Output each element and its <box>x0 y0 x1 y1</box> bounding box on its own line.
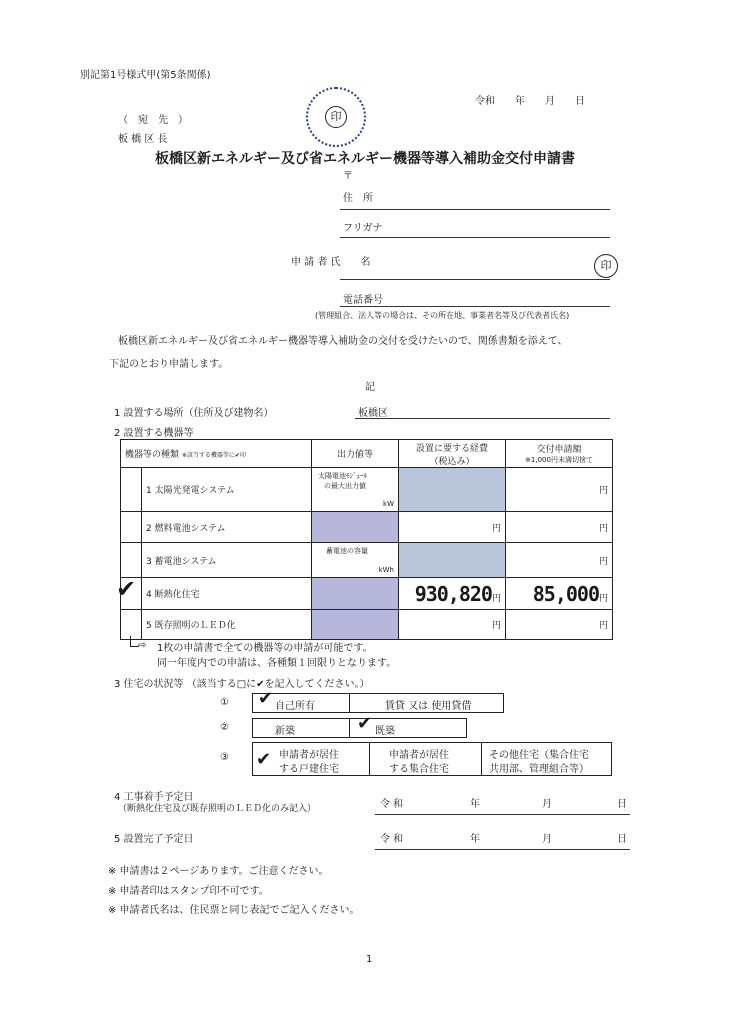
body-line-1: 板橋区新エネルギー及び省エネルギー機器等導入補助金の交付を受けたいので、関係書類を添えて、 <box>118 336 568 347</box>
header-cost <box>399 440 506 468</box>
phone-label: 電話番号 <box>343 295 383 306</box>
table-row <box>121 610 613 640</box>
output-cell[interactable] <box>312 543 399 578</box>
table-row <box>121 468 613 512</box>
furigana-label: フリガナ <box>343 223 383 234</box>
output-cell <box>312 512 399 543</box>
header-grant <box>506 440 613 468</box>
status-row-3 <box>252 742 612 776</box>
section5-label: 5 設置完了予定日 <box>114 834 194 845</box>
status-num-3: ③ <box>220 752 229 763</box>
grant-cell[interactable] <box>506 610 613 640</box>
header-cost-text: 設置に要する経費 <box>415 443 488 454</box>
seal-mark: 印 <box>325 106 347 128</box>
cost-cell[interactable] <box>399 512 506 543</box>
check-mark-icon: ✔ <box>256 749 272 770</box>
equipment-name: 4 断熱化住宅 <box>142 578 312 610</box>
header-cost-sub: （税込み） <box>429 456 475 467</box>
equipment-name: 2 燃料電池システム <box>142 512 312 543</box>
detached-label-2: する戸建住宅 <box>279 764 339 775</box>
postal-mark: 〒 <box>343 171 353 182</box>
table-note-2: 同一年度内での申請は、各種類１回限りとなります。 <box>157 658 397 669</box>
document-title: 板橋区新エネルギー及び省エネルギー機器等導入補助金交付申請書 <box>155 151 575 167</box>
check-mark-icon: ✔ <box>116 575 137 603</box>
s4-day: 日 <box>617 799 627 810</box>
cost-cell[interactable] <box>399 610 506 640</box>
table-row <box>121 543 613 578</box>
page-number: 1 <box>366 954 373 965</box>
status-num-1: ① <box>220 697 229 708</box>
start-date-line[interactable] <box>375 814 630 815</box>
output-caption: 太陽電池ﾓｼﾞｭｰﾙ <box>318 472 367 480</box>
other-label-2: 共用部、管理組合等） <box>489 764 589 775</box>
output-cell[interactable] <box>312 468 399 512</box>
date-label: 令和 年 月 日 <box>475 96 585 107</box>
cost-yen: 円 <box>491 593 501 604</box>
equipment-name: 3 蓄電池システム <box>142 543 312 578</box>
header-grant-sub: ※1,000円未満切捨て <box>525 456 593 464</box>
status-num-2: ② <box>220 722 229 733</box>
applicant-name-label: 申 請 者 氏 名 <box>291 257 371 268</box>
address-label: 住 所 <box>343 193 373 204</box>
s5-year: 年 <box>470 834 480 845</box>
self-owned-label: 自己所有 <box>275 701 315 712</box>
output-cell <box>312 610 399 640</box>
s5-month: 月 <box>542 834 552 845</box>
cost-cell[interactable] <box>399 543 506 578</box>
output-caption-2: の最大出力値 <box>324 482 366 490</box>
table-note-1: 1枚の申請書で全ての機器等の申請が可能です。 <box>157 643 373 654</box>
detached-label-1: 申請者が居住 <box>279 750 339 761</box>
ki-heading: 記 <box>365 382 375 393</box>
addressee: 板 橋 区 長 <box>118 134 168 145</box>
s4-year: 年 <box>470 799 480 810</box>
section3-label: 3 住宅の状況等 （該当する□に✔を記入してください。） <box>114 679 370 690</box>
check-mark-icon: ✔ <box>357 713 373 734</box>
form-reference: 別記第1号様式甲(第5条関係) <box>80 70 211 81</box>
condo-label-2: する集合住宅 <box>389 764 449 775</box>
section1-label: 1 設置する場所（住所及び建物名） <box>114 408 274 419</box>
grant-yen: 円 <box>598 523 608 534</box>
cost-cell[interactable] <box>399 468 506 512</box>
footer-note-1: ※ 申請書は２ページあります。ご注意ください。 <box>108 866 329 877</box>
existing-build-label: 既築 <box>375 726 395 737</box>
equipment-name: 1 太陽光発電システム <box>142 468 312 512</box>
grant-yen: 円 <box>598 556 608 567</box>
s5-era: 令 和 <box>380 834 404 845</box>
check-cell[interactable] <box>121 610 142 640</box>
footer-note-2: ※ 申請者印はスタンプ印不可です。 <box>108 886 269 897</box>
condo-label-1: 申請者が居住 <box>389 750 449 761</box>
grant-cell[interactable] <box>506 468 613 512</box>
furigana-line[interactable] <box>340 237 610 238</box>
rental-label: 賃貸 又は 使用貸借 <box>385 701 472 712</box>
body-line-2: 下記のとおり申請します。 <box>109 359 229 370</box>
equipment-table <box>120 439 613 640</box>
completion-date-line[interactable] <box>375 849 630 850</box>
header-grant-text: 交付申請額 <box>536 445 582 455</box>
address-line[interactable] <box>340 209 610 210</box>
applicant-seal: 印 <box>594 254 618 278</box>
section4-sub: （断熱化住宅及び既存照明のＬＥＤ化のみ記入） <box>118 804 317 814</box>
grant-yen: 円 <box>598 593 608 604</box>
check-cell[interactable] <box>121 512 142 543</box>
s5-day: 日 <box>617 834 627 845</box>
name-line[interactable] <box>340 279 610 280</box>
new-build-label: 新築 <box>275 726 295 737</box>
arrow-head-icon: ⇨ <box>138 640 147 651</box>
table-row <box>121 512 613 543</box>
new-build-option[interactable] <box>253 719 350 737</box>
other-label-1: その他住宅（集合住宅 <box>489 750 589 761</box>
check-cell[interactable] <box>121 543 142 578</box>
section2-label: 2 設置する機器等 <box>114 428 194 439</box>
grant-yen: 円 <box>598 486 608 496</box>
equipment-name: 5 既存照明のＬＥＤ化 <box>142 610 312 640</box>
stamp-seal <box>306 87 366 147</box>
header-output: 出力値等 <box>312 440 399 468</box>
grant-cell[interactable] <box>506 543 613 578</box>
location-line[interactable] <box>355 418 610 419</box>
grant-value: 85,000 <box>532 581 599 606</box>
footer-note-3: ※ 申請者氏名は、住民票と同じ表記でご記入ください。 <box>108 905 360 916</box>
cost-cell[interactable] <box>399 578 506 610</box>
header-type-note: ※該当する機器等に✔印 <box>181 452 246 459</box>
cost-yen: 円 <box>491 523 501 534</box>
check-mark-icon: ✔ <box>258 688 274 709</box>
s4-month: 月 <box>542 799 552 810</box>
addressee-label: （ 宛 先 ） <box>118 115 188 126</box>
output-unit: kWh <box>378 566 394 574</box>
output-caption: 蓄電池の容量 <box>326 547 368 555</box>
status-row-1 <box>252 693 504 713</box>
grant-cell[interactable] <box>506 578 613 610</box>
section4-label: 4 工事着手予定日 <box>114 792 194 803</box>
cost-yen: 円 <box>491 621 501 631</box>
applicant-note: (管理組合、法人等の場合は、その所在地、事業者名等及び代表者氏名) <box>315 311 570 320</box>
check-cell[interactable] <box>121 468 142 512</box>
header-type <box>121 440 312 468</box>
table-row <box>121 578 613 610</box>
grant-yen: 円 <box>598 621 608 631</box>
header-type-text: 機器等の種類 <box>125 450 180 460</box>
phone-line[interactable] <box>340 306 610 307</box>
s4-era: 令 和 <box>380 799 404 810</box>
cost-value: 930,820 <box>414 581 492 606</box>
output-cell <box>312 578 399 610</box>
location-value: 板橋区 <box>358 408 388 419</box>
output-unit: kW <box>383 500 394 508</box>
grant-cell[interactable] <box>506 512 613 543</box>
